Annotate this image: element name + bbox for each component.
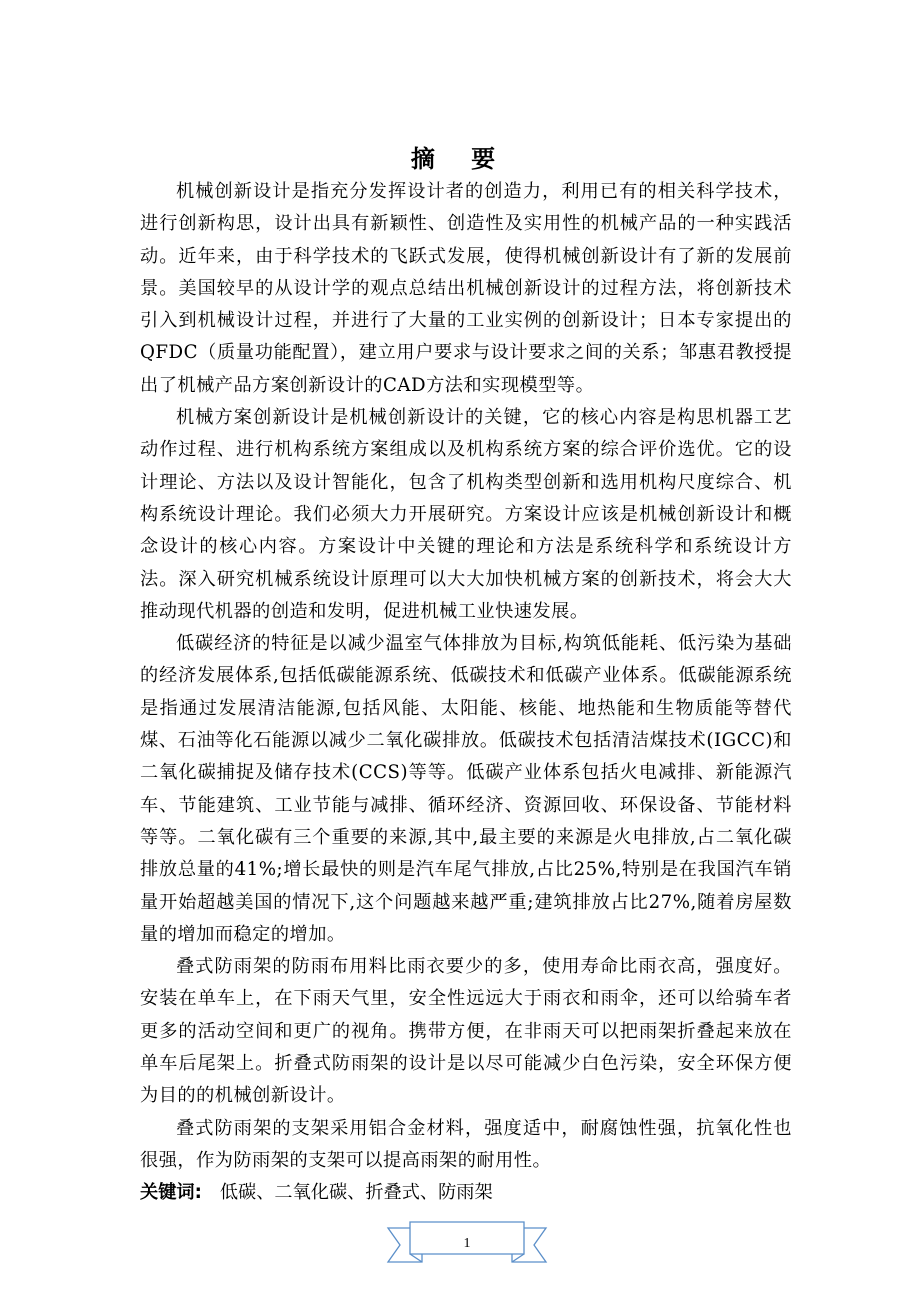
paragraph-1: 机械创新设计是指充分发挥设计者的创造力，利用已有的相关科学技术，进行创新构思，设计出具有新颖性、创造性及实用性的机械产品的一种实践活动。近年来，由于科学技术的飞跃式发展，使得机械创新设计有了新的发展前景。美国较早的从设计学的观点总结出机械创新设计的过程方法，将创新技术引入到机械设计过程，并进行了大量的工业实例的创新设计；日本专家提出的QFDC（质量功能配置），建立用户要求与设计要求之间的关系；邹惠君教授提出了机械产品方案创新设计的CAD方法和实现模型等。 [140, 181, 792, 396]
paragraph-3: 低碳经济的特征是以减少温室气体排放为目标,构筑低能耗、低污染为基础的经济发展体系,包括低碳能源系统、低碳技术和低碳产业体系。低碳能源系统是指通过发展清洁能源,包括风能、太阳能、核能、地热能和生物质能等替代煤、石油等化石能源以减少二氧化碳排放。低碳技术包括清洁煤技术(IGCC)和二氧化碳捕捉及储存技术(CCS)等等。低碳产业体系包括火电减排、新能源汽车、节能建筑、工业节能与减排、循环经济、资源回收、环保设备、节能材料等等。二氧化碳有三个重要的来源,其中,最主要的来源是火电排放,占二氧化碳排放总量的41%;增长最快的则是汽车尾气排放,占比25%,特别是在我国汽车销量开始超越美国的情况下,这个问题越来越严重;建筑排放占比27%,随着房屋数量的增加而稳定的增加。 [140, 633, 792, 945]
page-number: 1 [463, 1236, 471, 1251]
paragraph-5: 叠式防雨架的支架采用铝合金材料，强度适中，耐腐蚀性强，抗氧化性也很强，作为防雨架的支架可以提高雨架的耐用性。 [140, 1117, 792, 1171]
page-title: 摘 要 [410, 145, 510, 173]
keywords-value: 低碳、二氧化碳、折叠式、防雨架 [219, 1182, 493, 1204]
abstract-body [140, 176, 792, 1209]
keywords-line [140, 1177, 792, 1209]
paragraph-4: 叠式防雨架的防雨布用料比雨衣要少的多，使用寿命比雨衣高，强度好。安装在单车上，在下雨天气里，安全性远远大于雨衣和雨伞，还可以给骑车者更多的活动空间和更广的视角。携带方便，在非雨天可以把雨架折叠起来放在单车后尾架上。折叠式防雨架的设计是以尽可能减少白色污染，安全环保方便为目的的机械创新设计。 [140, 956, 792, 1107]
keywords-label: 关键词: [140, 1182, 202, 1204]
paragraph-2: 机械方案创新设计是机械创新设计的关键，它的核心内容是构思机器工艺动作过程、进行机构系统方案组成以及机构系统方案的综合评价选优。它的设计理论、方法以及设计智能化，包含了机构类型创新和选用机构尺度综合、机构系统设计理论。我们必须大力开展研究。方案设计应该是机械创新设计和概念设计的核心内容。方案设计中关键的理论和方法是系统科学和系统设计方法。深入研究机械系统设计原理可以大大加快机械方案的创新技术，将会大大推动现代机器的创造和发明，促进机械工业快速发展。 [140, 407, 792, 622]
page-footer [386, 1218, 548, 1280]
